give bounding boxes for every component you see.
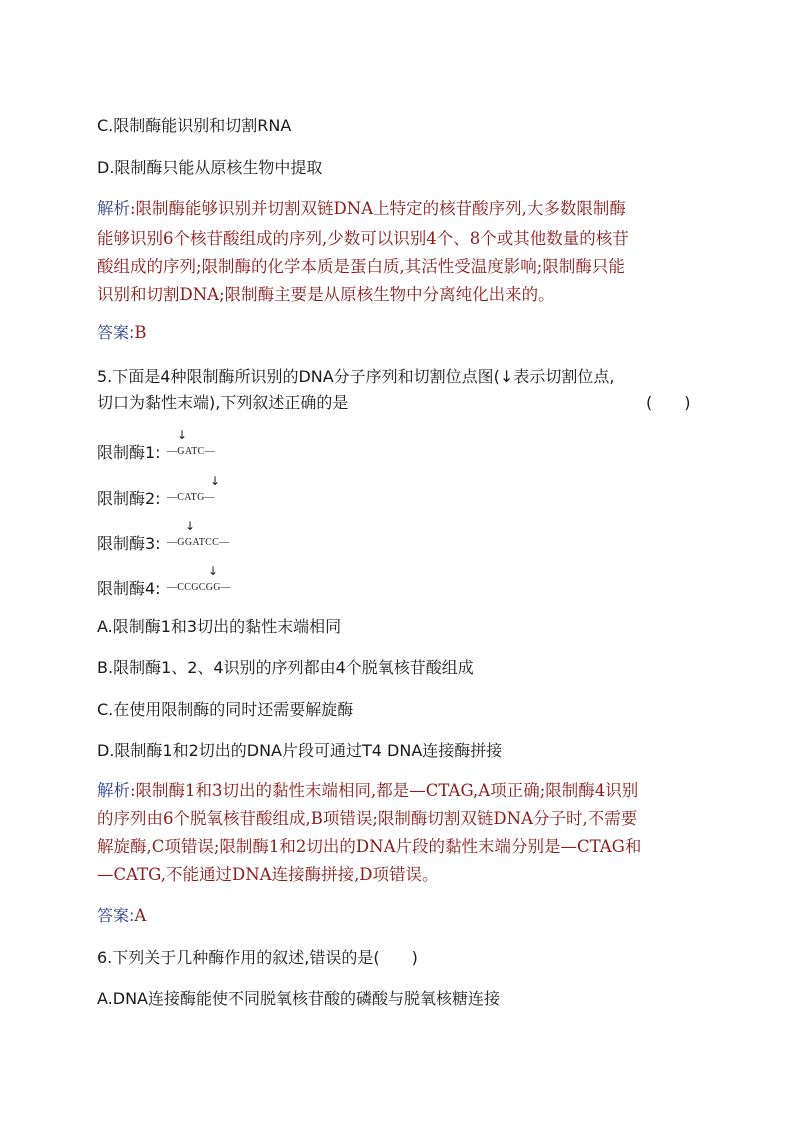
cut-arrow-icon: ↓	[177, 428, 188, 442]
q5-answer: 答案:A	[97, 906, 147, 925]
q5-option-c: C.在使用限制酶的同时还需要解旋酶	[97, 700, 354, 719]
q5-answer-bracket: ( )	[646, 393, 691, 412]
enzyme-3-label: 限制酶3:	[97, 534, 161, 553]
q5-analysis-line-4: —CATG,不能通过DNA连接酶拼接,D项错误。	[97, 865, 439, 884]
q4-analysis-line-2: 能够识别6个核苷酸组成的序列,少数可以识别4个、8个或其他数量的核苷	[97, 229, 629, 248]
q4-analysis-label: 解析	[97, 199, 130, 218]
q6-stem: 6.下列关于几种酶作用的叙述,错误的是( )	[97, 948, 418, 967]
cut-arrow-icon: ↓	[210, 474, 221, 488]
q6-option-a: A.DNA连接酶能使不同脱氧核苷酸的磷酸与脱氧核糖连接	[97, 989, 500, 1008]
q5-analysis-line-3: 解旋酶,C项错误;限制酶1和2切出的DNA片段的黏性末端分别是—CTAG和	[97, 837, 642, 856]
enzyme-4-label: 限制酶4:	[97, 579, 161, 598]
enzyme-3-sequence: —GGATCC—	[167, 537, 230, 548]
q4-analysis-line-1: 解析:限制酶能够识别并切割双链DNA上特定的核苷酸序列,大多数限制酶	[97, 199, 626, 218]
q4-option-c: C.限制酶能识别和切割RNA	[97, 116, 292, 135]
q5-analysis-line-2: 的序列由6个脱氧核苷酸组成,B项错误;限制酶切割双链DNA分子时,不需要	[97, 809, 638, 828]
q5-option-a: A.限制酶1和3切出的黏性末端相同	[97, 617, 342, 636]
enzyme-2-sequence: —CATG—	[167, 492, 215, 503]
q4-option-d: D.限制酶只能从原核生物中提取	[97, 158, 323, 177]
q5-option-d: D.限制酶1和2切出的DNA片段可通过T4 DNA连接酶拼接	[97, 741, 503, 760]
enzyme-1-label: 限制酶1:	[97, 443, 161, 462]
q4-answer: 答案:B	[97, 323, 147, 342]
q5-option-b: B.限制酶1、2、4识别的序列都由4个脱氧核苷酸组成	[97, 658, 474, 677]
q4-analysis-line-3: 酸组成的序列;限制酶的化学本质是蛋白质,其活性受温度影响;限制酶只能	[97, 257, 625, 276]
cut-arrow-icon: ↓	[208, 564, 219, 578]
q5-stem-line-2: 切口为黏性末端),下列叙述正确的是	[97, 393, 349, 412]
q5-analysis-line-1: 解析:限制酶1和3切出的黏性末端相同,都是—CTAG,A项正确;限制酶4识别	[97, 781, 639, 800]
q5-stem-line-1: 5.下面是4种限制酶所识别的DNA分子序列和切割位点图(↓表示切割位点,	[97, 367, 615, 386]
cut-arrow-icon: ↓	[185, 519, 196, 533]
q5-analysis-label: 解析	[97, 781, 130, 800]
enzyme-1-sequence: —GATC—	[167, 446, 215, 457]
enzyme-4-sequence: —CCGCGG—	[167, 582, 232, 593]
enzyme-2-label: 限制酶2:	[97, 489, 161, 508]
q4-analysis-line-4: 识别和切割DNA;限制酶主要是从原核生物中分离纯化出来的。	[97, 285, 555, 304]
